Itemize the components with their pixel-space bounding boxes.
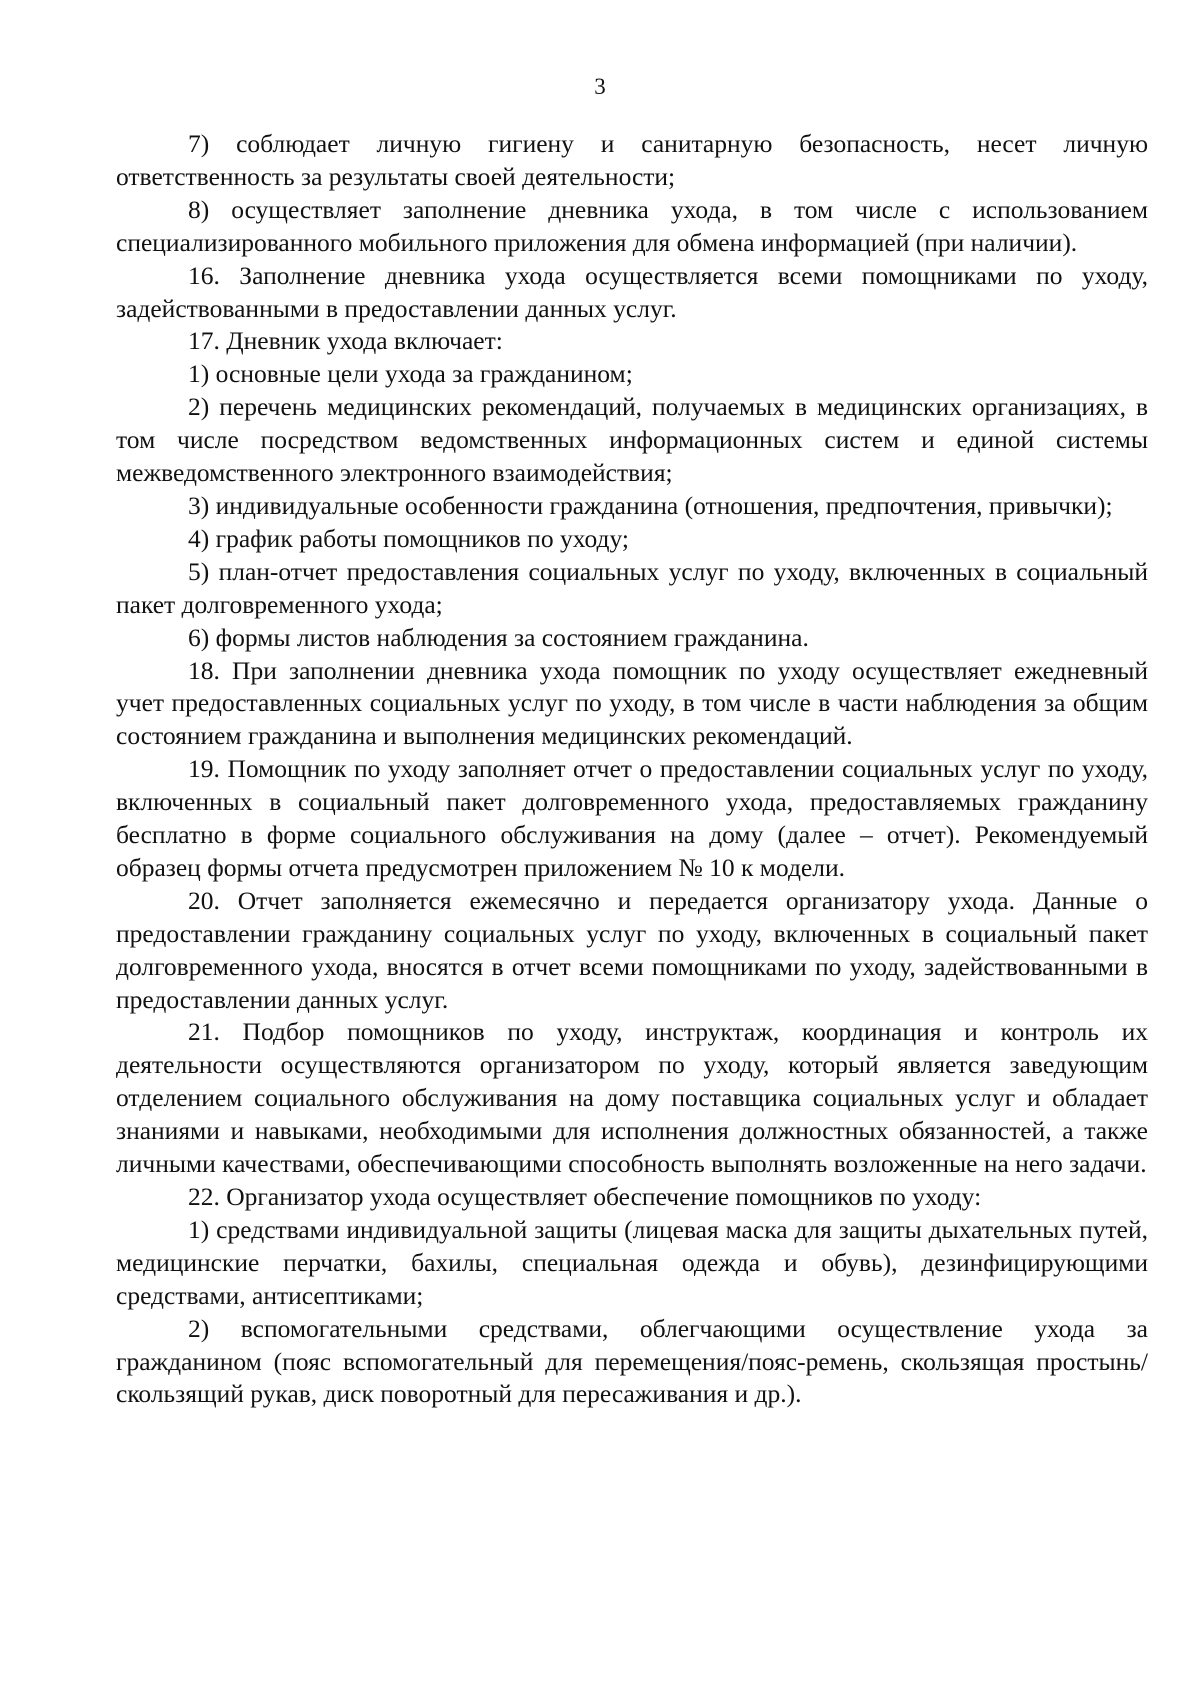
paragraph-16: 16. Заполнение дневника ухода осуществляется всеми помощниками по уходу, задействованными в предоставлении данных услуг. — [116, 260, 1148, 323]
paragraph-17-item-6: 6) формы листов наблюдения за состоянием гражданина. — [188, 622, 809, 652]
paragraph-item-7: 7) соблюдает личную гигиену и санитарную безопасность, несет личную ответственность за результаты своей деятельности; — [116, 129, 1148, 191]
paragraph-19: 19. Помощник по уходу заполняет отчет о предоставлении социальных услуг по уходу, включенных в социальный пакет долговременного ухода, предоставляемых гражданину бесплатно в форме социального обслуживания на дому (далее – отчет). Рекомендуемый образец формы отчета предусмотрен приложением № 10 к модели. — [116, 754, 1148, 882]
paragraph-21: 21. Подбор помощников по уходу, инструктаж, координация и контроль их деятельности осуществляются организатором по уходу, который является заведующим отделением социального обслуживания на дому поставщика социальных услуг и обладает знаниями и навыками, необходимыми для исполнения должностных обязанностей, а также личными качествами, обеспечивающими способность выполнять возложенные на него задачи. — [116, 1017, 1148, 1179]
paragraph-22-item-2: 2) вспомогательными средствами, облегчающими осуществление ухода за гражданином (пояс вспомогательный для перемещения/пояс-ремень, скользящая простынь/скользящий рукав, диск поворотный для пересаживания и др.). — [116, 1313, 1148, 1409]
paragraph-22: 22. Организатор ухода осуществляет обеспечение помощников по уходу: — [188, 1182, 982, 1211]
paragraph-17: 17. Дневник ухода включает: — [188, 326, 503, 356]
document-body — [116, 128, 1148, 1411]
paragraph-18: 18. При заполнении дневника ухода помощник по уходу осуществляет ежедневный учет предоставленных социальных услуг по уходу, в том числе в части наблюдения за общим состоянием гражданина и выполнения медицинских рекомендаций. — [116, 655, 1148, 751]
paragraph-17-item-1: 1) основные цели ухода за гражданином; — [188, 359, 633, 389]
page-number: 3 — [594, 74, 606, 99]
paragraph-22-item-1: 1) средствами индивидуальной защиты (лицевая маска для защиты дыхательных путей, медицинские перчатки, бахилы, специальная одежда и обувь), дезинфицирующими средствами, антисептиками; — [116, 1214, 1148, 1310]
paragraph-17-item-4: 4) график работы помощников по уходу; — [188, 523, 629, 553]
paragraph-17-item-3: 3) индивидуальные особенности гражданина (отношения, предпочтения, привычки); — [188, 490, 1113, 520]
paragraph-17-item-5: 5) план-отчет предоставления социальных услуг по уходу, включенных в социальный пакет долговременного ухода; — [116, 556, 1148, 619]
paragraph-20: 20. Отчет заполняется ежемесячно и передается организатору ухода. Данные о предоставлении гражданину социальных услуг по уходу, включенных в социальный пакет долговременного ухода, вносятся в отчет всеми помощниками по уходу, задействованными в предоставлении данных услуг. — [116, 885, 1148, 1014]
paragraph-item-8: 8) осуществляет заполнение дневника ухода, в том числе с использованием специализированного мобильного приложения для обмена информацией (при наличии). — [116, 194, 1148, 257]
paragraph-17-item-2: 2) перечень медицинских рекомендаций, получаемых в медицинских организациях, в том числе посредством ведомственных информационных систем и единой системы межведомственного электронного взаимодействия; — [116, 392, 1148, 488]
